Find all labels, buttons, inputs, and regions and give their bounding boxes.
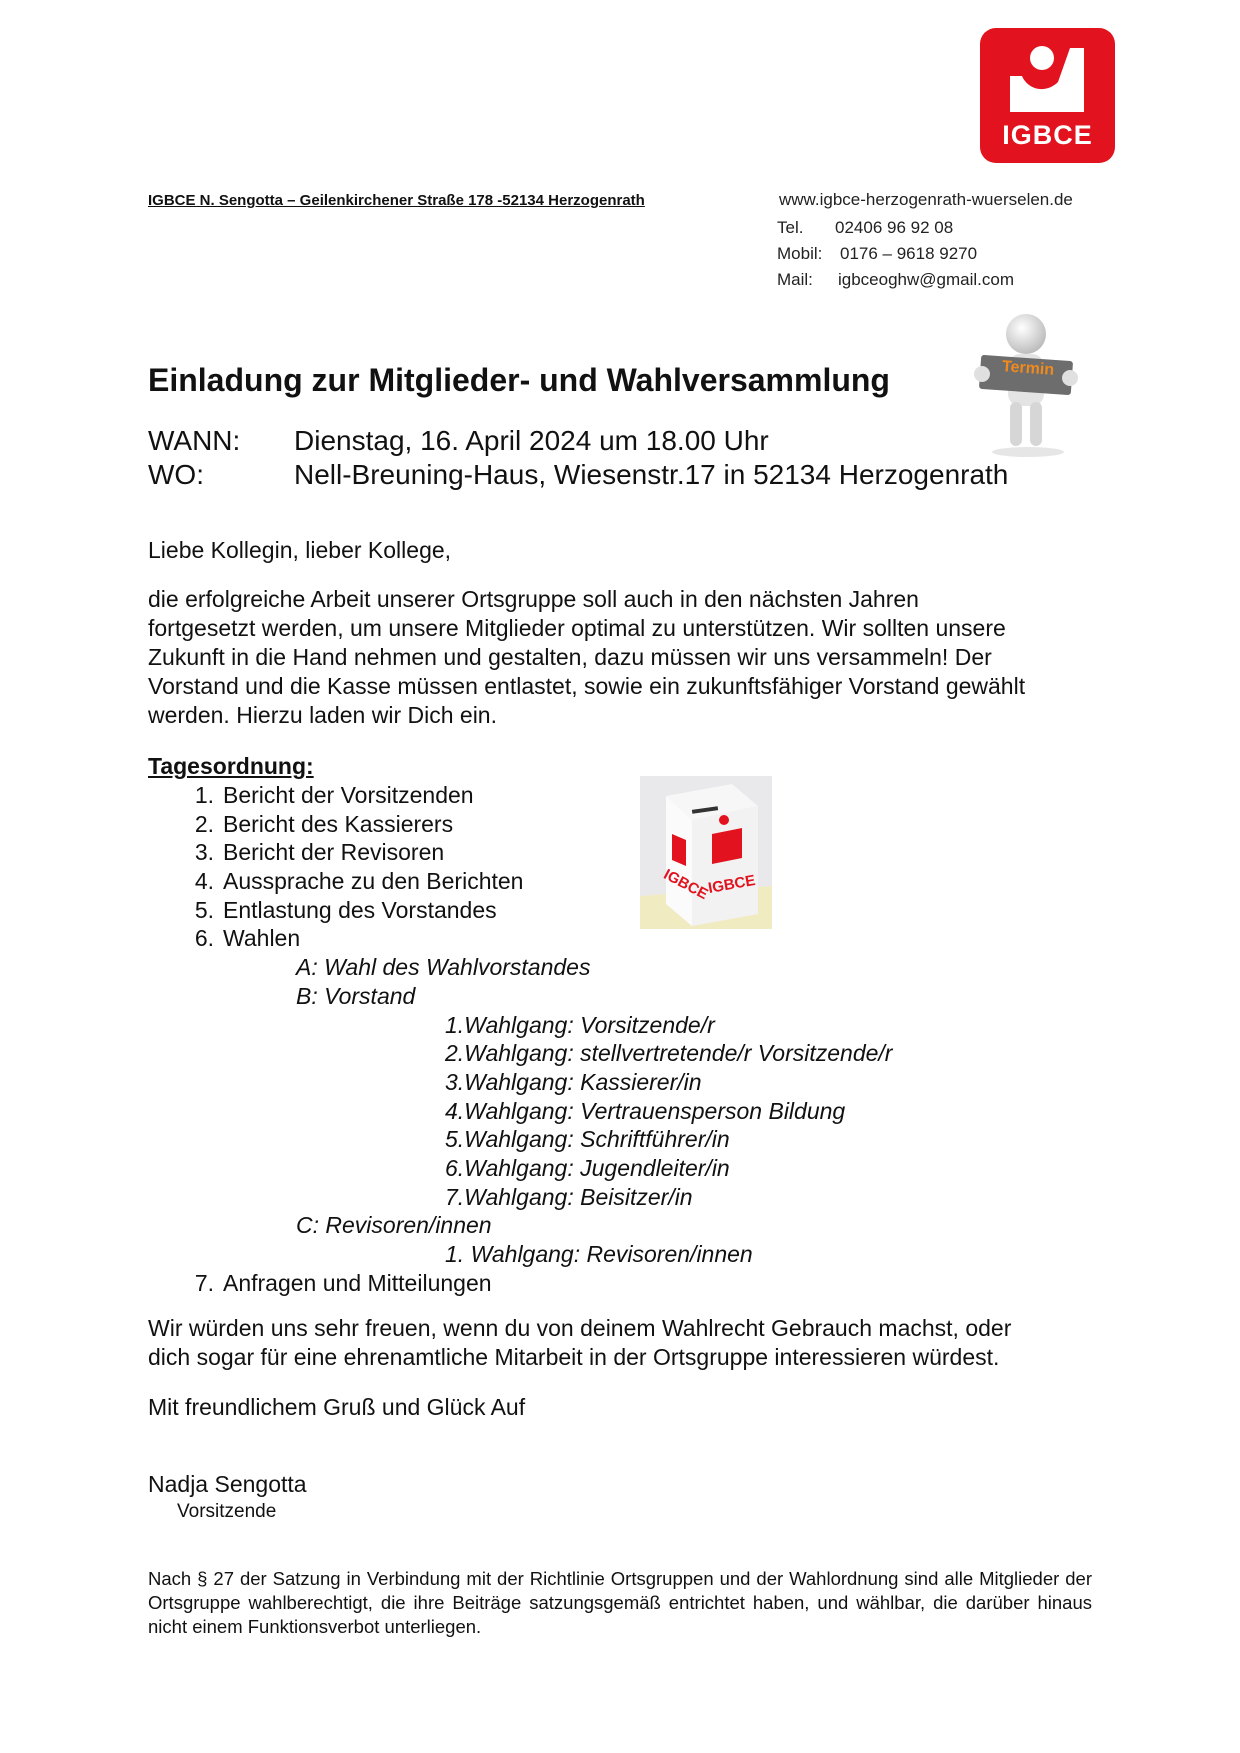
sub-item-text: C: Revisoren/innen [296,1212,492,1239]
agenda-text: Bericht der Revisoren [223,839,445,866]
agenda-num: 2. [194,810,214,837]
signature-role: Vorsitzende [177,1501,277,1522]
ballot-item [148,1240,1048,1269]
agenda-item [148,867,1048,896]
agenda-text: Wahlen [223,925,301,952]
agenda-num: 7. [194,1269,214,1296]
website[interactable]: www.igbce-herzogenrath-wuerselen.de [779,190,1073,209]
ballot-text: 3.Wahlgang: Kassierer/in [445,1068,702,1095]
intro-line: Vorstand und die Kasse müssen entlastet, sowie ein zukunftsfähiger Vorstand gewählt [148,673,1026,699]
agenda-item [148,838,1048,867]
ballot-item [148,1183,1048,1212]
ballot-item [148,1125,1048,1154]
igbce-logo [980,28,1115,163]
when-value: Dienstag, 16. April 2024 um 18.00 Uhr [294,425,769,456]
sub-item-text: B: Vorstand [296,982,416,1009]
agenda-text: Aussprache zu den Berichten [223,868,524,895]
ballot-item [148,1097,1048,1126]
mail-value[interactable]: igbceoghw@gmail.com [838,270,1015,289]
intro-line: Zukunft in die Hand nehmen und gestalten, dazu müssen wir uns versammeln! Der [148,644,992,670]
mobile-label: Mobil: [777,244,823,263]
agenda-item [148,896,1048,925]
sender-address: IGBCE N. Sengotta – Geilenkirchener Straße 178 -52134 Herzogenrath [148,192,645,209]
ballot-text: 2.Wahlgang: stellvertretende/r Vorsitzende/r [445,1040,893,1067]
ballot-text: 1.Wahlgang: Vorsitzende/r [445,1011,715,1038]
ballot-text: 6.Wahlgang: Jugendleiter/in [445,1154,730,1181]
ballot-text: 4.Wahlgang: Vertrauensperson Bildung [445,1097,846,1124]
when-label: WANN: [148,425,241,456]
closing-line: dich sogar für eine ehrenamtliche Mitarbeit in der Ortsgruppe interessieren würdest. [148,1344,1000,1370]
intro-line: fortgesetzt werden, um unsere Mitglieder optimal zu unterstützen. Wir sollten unsere [148,615,1006,641]
intro-line: die erfolgreiche Arbeit unserer Ortsgruppe soll auch in den nächsten Jahren [148,586,919,612]
agenda-num: 3. [194,839,214,866]
ballot-text: 5.Wahlgang: Schriftführer/in [445,1126,730,1153]
agenda-sub-b [148,982,1048,1011]
agenda-text: Bericht der Vorsitzenden [223,782,474,808]
agenda-list [148,781,1048,1297]
footnote: Nach § 27 der Satzung in Verbindung mit der Richtlinie Ortsgruppen und der Wahlordnung sind alle Mitglieder der Ortsgruppe wahlberechtigt, die ihre Beiträge satzungsgemäß entrichtet haben, und wählbar, die darüber hinaus nicht einem Funktionsverbot unterliegen. [148,1568,1092,1637]
closing-paragraph [148,1314,1098,1372]
intro-line: werden. Hierzu laden wir Dich ein. [148,702,497,728]
ballot-text: 1. Wahlgang: Revisoren/innen [445,1241,753,1267]
agenda-num: 5. [194,896,214,923]
sub-item-text: A: Wahl des Wahlvorstandes [296,954,591,981]
mobile-value: 0176 – 9618 9270 [840,244,978,263]
tel-value: 02406 96 92 08 [835,218,954,237]
mail-label: Mail: [777,270,813,289]
ballot-item [148,1011,1048,1040]
agenda-item [148,1269,1048,1298]
termin-figure [968,310,1084,458]
person-with-sign-icon [968,310,1084,458]
agenda-num: 1. [194,782,214,808]
agenda-heading: Tagesordnung: [148,753,314,779]
logo-text: IGBCE [1002,120,1093,150]
greeting: Liebe Kollegin, lieber Kollege, [148,537,452,563]
where-label: WO: [148,459,204,490]
agenda-text: Anfragen und Mitteilungen [223,1269,492,1296]
agenda-num: 6. [194,925,214,952]
ballot-box-label-left: IGBCE [660,865,711,904]
closing-line: Wir würden uns sehr freuen, wenn du von deinem Wahlrecht Gebrauch machst, oder [148,1315,1012,1341]
intro-paragraph [148,585,1098,730]
signature-name: Nadja Sengotta [148,1471,307,1497]
where-value: Nell-Breuning-Haus, Wiesenstr.17 in 52134 Herzogenrath [294,459,1009,490]
ballot-box-image [640,776,772,929]
agenda-item [148,810,1048,839]
agenda-item [148,924,1048,953]
agenda-sub-c [148,1211,1048,1240]
page-title: Einladung zur Mitglieder- und Wahlversammlung [148,362,890,398]
agenda-text: Bericht des Kassierers [223,810,454,837]
agenda-item [148,781,1048,810]
ballot-box-icon [640,776,772,929]
regards: Mit freundlichem Gruß und Glück Auf [148,1394,526,1420]
agenda-text: Entlastung des Vorstandes [223,896,497,923]
termin-sign-text: Termin [1001,358,1055,379]
ballot-item [148,1154,1048,1183]
agenda-num: 4. [194,868,214,895]
ballot-box-label-right: IGBCE [706,872,757,897]
ballot-item [148,1039,1048,1068]
agenda-sub-a [148,953,1048,982]
ballot-item [148,1068,1048,1097]
tel-label: Tel. [777,218,804,237]
ballot-text: 7.Wahlgang: Beisitzer/in [445,1183,693,1210]
